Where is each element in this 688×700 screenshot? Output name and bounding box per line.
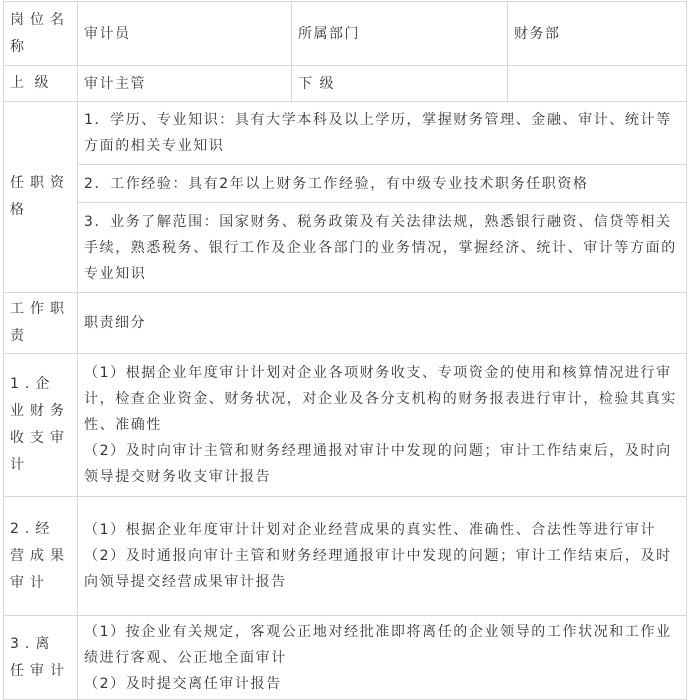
job-description-table <box>3 1 687 700</box>
job-title-value: 审计员 <box>78 2 292 66</box>
section-content <box>78 497 687 616</box>
section-line: （2）及时通报向审计主管和财务经理通报审计中发现的问题；审计工作结束后，及时向领导提交经营成果审计报告 <box>84 548 672 590</box>
table-row <box>4 616 687 700</box>
department-value: 财务部 <box>508 2 687 66</box>
superior-label: 上 级 <box>4 66 78 102</box>
duties-value: 职责细分 <box>78 293 687 354</box>
section-line: （1）根据企业年度审计计划对企业各项财务收支、专项资金的使用和核算情况进行审计，检查企业资金、财务状况，对企业及各分支机构的财务报表进行审计，检验其真实性、准确性 <box>84 365 677 433</box>
table-row <box>4 293 687 354</box>
section-label: 2.经营成果审计 <box>4 497 78 616</box>
section-content <box>78 354 687 497</box>
job-title-label: 岗位名称 <box>4 2 78 66</box>
subordinate-value <box>508 66 687 102</box>
table-row <box>4 102 687 165</box>
section-line: （2）及时提交离任审计报告 <box>84 675 282 692</box>
table-row <box>4 203 687 293</box>
table-row <box>4 66 687 102</box>
subordinate-label: 下 级 <box>292 66 508 102</box>
qualification-item: 2．工作经验：具有2年以上财务工作经验，有中级专业技术职务任职资格 <box>78 165 687 203</box>
section-line: （1）按企业有关规定，客观公正地对经批准即将离任的企业领导的工作状况和工作业绩进行客观、公正地全面审计 <box>84 623 672 666</box>
department-label: 所属部门 <box>292 2 508 66</box>
table-row <box>4 165 687 203</box>
qualification-item: 1．学历、专业知识：具有大学本科及以上学历，掌握财务管理、金融、审计、统计等方面的相关专业知识 <box>78 102 687 165</box>
table-row <box>4 497 687 616</box>
superior-value: 审计主管 <box>78 66 292 102</box>
section-label: 1.企业财务收支审计 <box>4 354 78 497</box>
duties-label: 工作职责 <box>4 293 78 354</box>
qualifications-label: 任职资格 <box>4 102 78 293</box>
section-content <box>78 616 687 700</box>
table-row <box>4 354 687 497</box>
qualification-item: 3．业务了解范围：国家财务、税务政策及有关法律法规，熟悉银行融资、信贷等相关手续，熟悉税务、银行工作及企业各部门的业务情况，掌握经济、统计、审计等方面的专业知识 <box>78 203 687 293</box>
table-row <box>4 2 687 66</box>
section-line: （1）根据企业年度审计计划对企业经营成果的真实性、准确性、合法性等进行审计 <box>84 522 657 538</box>
section-line: （2）及时向审计主管和财务经理通报对审计中发现的问题；审计工作结束后，及时向领导提交财务收支审计报告 <box>84 443 672 485</box>
section-label: 3.离任审计 <box>4 616 78 700</box>
